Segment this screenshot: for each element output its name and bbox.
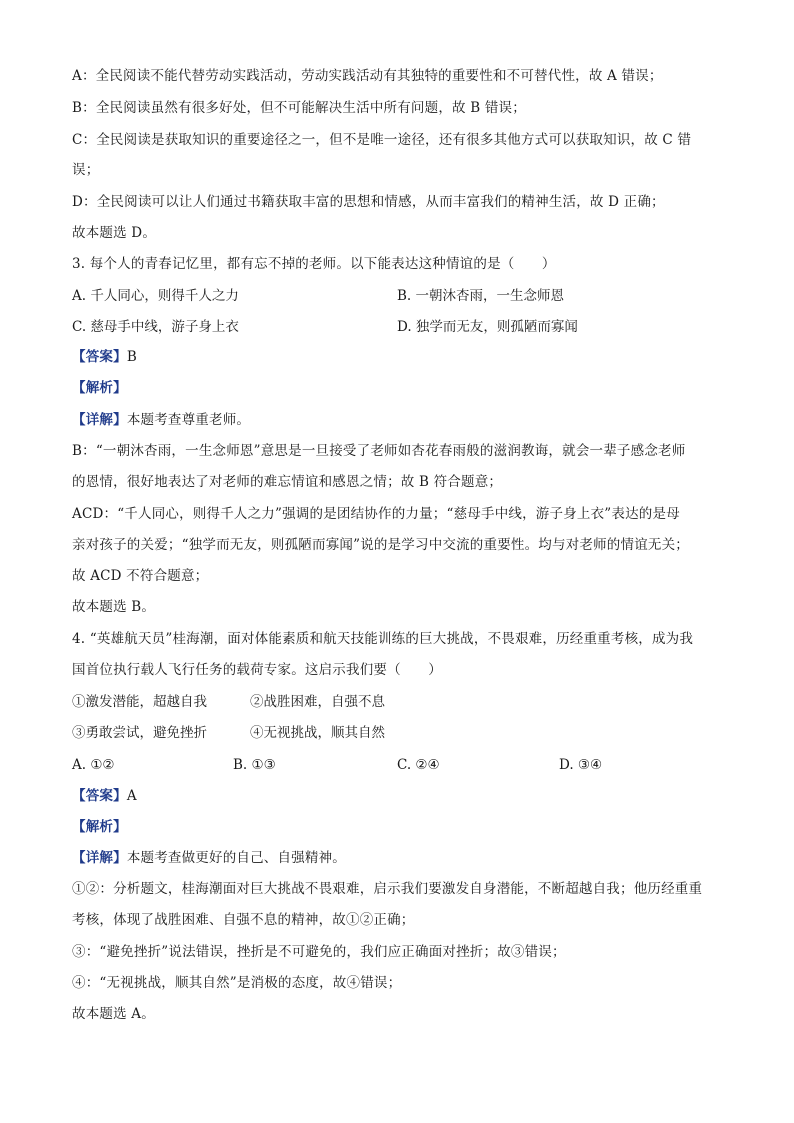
q2-conclusion: 故本题选 D。	[72, 225, 157, 241]
q4-statement-4: ④无视挑战，顺其自然	[250, 725, 385, 741]
q4-analysis-tag-line	[72, 817, 127, 837]
q3-explain-1: B：“一朝沐杏雨，一生念师恩”意思是一旦接受了老师如杏花春雨般的滋润教诲，就会一辈子感念老师	[72, 443, 686, 459]
q4-explain-4: ④：“无视挑战，顺其自然”是消极的态度，故④错误；	[72, 975, 402, 991]
q3-explain-5: 故 ACD 不符合题意；	[72, 568, 209, 584]
q4-explain-3: ③：“避免挫折”说法错误，挫折是不可避免的，我们应正确面对挫折；故③错误；	[72, 944, 566, 960]
answer-tag: 【答案】	[72, 349, 127, 365]
q4-statement-2: ②战胜困难，自强不息	[250, 694, 385, 710]
q4-stem-line1: 4. “英雄航天员”桂海潮，面对体能素质和航天技能训练的巨大挑战，不畏艰难，历经重重考核，成为我	[72, 631, 694, 647]
q4-detail-text: 本题考查做更好的自己、自强精神。	[126, 850, 347, 866]
q3-option-c: C. 慈母手中线，游子身上衣	[72, 319, 239, 335]
q3-detail-text: 本题考查尊重老师。	[126, 412, 251, 428]
q2-analysis-c-line2: 误；	[72, 162, 100, 178]
q2-analysis-c-line1: C：全民阅读是获取知识的重要途径之一，但不是唯一途径，还有很多其他方式可以获取知识，故 C 错	[72, 132, 692, 148]
q2-analysis-d: D：全民阅读可以让人们通过书籍获取丰富的思想和情感，从而丰富我们的精神生活，故 D 正确；	[72, 194, 665, 210]
q3-explain-4: 亲对孩子的关爱；“独学而无友，则孤陋而寡闻”说的是学习中交流的重要性。均与对老师的情谊无关；	[72, 537, 690, 553]
q4-detail-line	[72, 848, 346, 868]
q3-stem: 3. 每个人的青春记忆里，都有忘不掉的老师。以下能表达这种情谊的是（ ）	[72, 256, 556, 272]
detail-tag: 【详解】	[72, 850, 127, 866]
q4-conclusion: 故本题选 A。	[72, 1006, 155, 1022]
q3-analysis-tag-line	[72, 378, 127, 398]
q3-option-b: B. 一朝沐杏雨，一生念师恩	[397, 288, 565, 304]
q3-explain-3: ACD：“千人同心，则得千人之力”强调的是团结协作的力量；“慈母手中线，游子身上衣”表达的是母	[72, 506, 680, 522]
q2-analysis-a: A：全民阅读不能代替劳动实践活动，劳动实践活动有其独特的重要性和不可替代性，故 A 错误；	[72, 68, 663, 84]
q4-option-c: C. ②④	[397, 757, 440, 773]
q3-answer-line	[72, 347, 137, 367]
q4-stem-line2: 国首位执行载人飞行任务的载荷专家。这启示我们要（ ）	[72, 662, 442, 678]
q4-explain-2: 考核，体现了战胜困难、自强不息的精神，故①②正确；	[72, 912, 415, 928]
q3-answer-value: B	[126, 349, 137, 365]
q4-statement-3: ③勇敢尝试，避免挫折	[72, 725, 207, 741]
q2-analysis-b: B：全民阅读虽然有很多好处，但不可能解决生活中所有问题，故 B 错误；	[72, 100, 526, 116]
analysis-tag: 【解析】	[72, 819, 127, 835]
q4-answer-line	[72, 786, 137, 806]
q4-statement-1: ①激发潜能，超越自我	[72, 694, 207, 710]
detail-tag: 【详解】	[72, 412, 127, 428]
q4-answer-value: A	[126, 788, 137, 804]
q3-conclusion: 故本题选 B。	[72, 599, 156, 615]
analysis-tag: 【解析】	[72, 380, 127, 396]
answer-tag: 【答案】	[72, 788, 127, 804]
q3-option-d: D. 独学而无友，则孤陋而寡闻	[397, 319, 578, 335]
q3-detail-line	[72, 410, 250, 430]
q4-explain-1: ①②：分析题文，桂海潮面对巨大挑战不畏艰难，启示我们要激发自身潜能，不断超越自我；他历经重重	[72, 881, 703, 897]
q4-option-a: A. ①②	[72, 757, 115, 773]
q3-option-a: A. 千人同心，则得千人之力	[72, 288, 239, 304]
q4-option-b: B. ①③	[233, 757, 276, 773]
q3-explain-2: 的恩情，很好地表达了对老师的难忘情谊和感恩之情；故 B 符合题意；	[72, 474, 503, 490]
q4-option-d: D. ③④	[559, 757, 603, 773]
